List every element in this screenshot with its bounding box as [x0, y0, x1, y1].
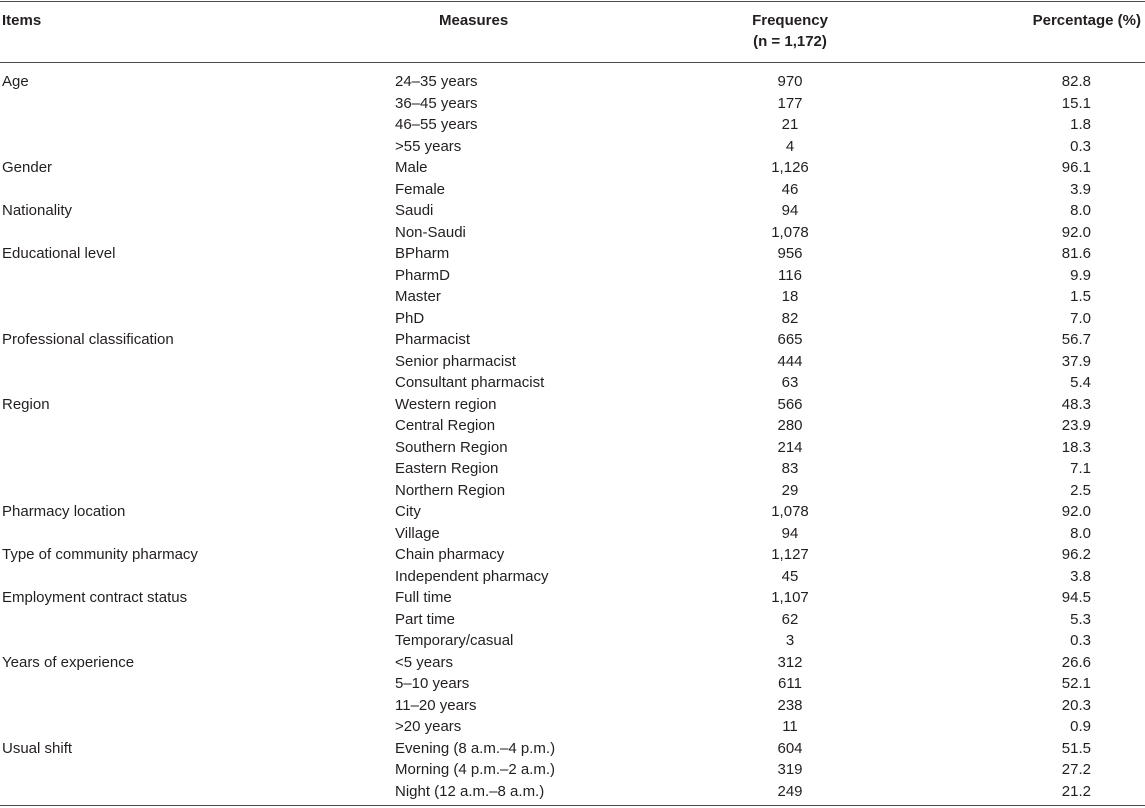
row-percentage: 48.3	[1061, 395, 1091, 413]
row-item-label: Type of community pharmacy	[2, 546, 198, 563]
row-measure: >55 years	[395, 137, 462, 155]
row-item-label: Employment contract status	[2, 589, 188, 606]
row-frequency: 1,078	[771, 223, 809, 241]
row-measure: Master	[395, 288, 441, 305]
row-measure: 11–20 years	[395, 696, 477, 714]
row-percentage: 18.3	[1061, 438, 1091, 456]
row-percentage: 52.1	[1061, 675, 1091, 692]
row-frequency: 3	[785, 632, 795, 649]
row-measure: Consultant pharmacist	[395, 374, 545, 391]
row-measure: BPharm	[395, 245, 450, 262]
row-frequency: 63	[781, 374, 799, 391]
row-percentage: 20.3	[1061, 696, 1091, 714]
row-percentage: 8.0	[1070, 524, 1091, 542]
row-measure: Pharmacist	[395, 331, 471, 348]
row-percentage: 0.3	[1070, 632, 1091, 649]
row-item-label: Gender	[2, 159, 53, 176]
row-percentage: 82.8	[1061, 73, 1091, 90]
row-frequency: 21	[781, 116, 799, 133]
row-frequency: 1,127	[771, 546, 809, 563]
row-frequency: 280	[777, 417, 803, 434]
row-measure: 46–55 years	[395, 116, 478, 133]
row-percentage: 56.7	[1061, 331, 1091, 348]
row-item-label: Region	[2, 395, 50, 413]
row-item-label: Age	[2, 73, 29, 90]
row-frequency: 62	[781, 610, 799, 628]
row-percentage: 15.1	[1061, 94, 1091, 112]
row-measure: Eastern Region	[395, 460, 499, 477]
row-item-label: Pharmacy location	[2, 503, 126, 520]
row-percentage: 9.9	[1070, 266, 1091, 284]
row-percentage: 1.8	[1070, 116, 1091, 133]
header-frequency	[690, 10, 890, 52]
row-frequency: 83	[781, 460, 799, 477]
header-items: Items	[2, 12, 42, 29]
row-measure: Central Region	[395, 417, 496, 434]
row-measure: Female	[395, 180, 446, 198]
row-frequency: 312	[777, 653, 803, 671]
row-measure: Full time	[395, 589, 452, 606]
row-percentage: 8.0	[1070, 202, 1091, 219]
row-percentage: 92.0	[1061, 503, 1091, 520]
row-percentage: 5.4	[1070, 374, 1091, 391]
row-measure: <5 years	[395, 653, 453, 671]
header-bottom-rule	[0, 62, 1145, 63]
row-frequency: 46	[781, 180, 799, 198]
row-frequency: 566	[777, 395, 803, 413]
row-percentage: 5.3	[1070, 610, 1091, 628]
row-measure: Southern Region	[395, 438, 508, 456]
row-percentage: 7.1	[1070, 460, 1091, 477]
row-measure: Male	[395, 159, 428, 176]
row-percentage: 26.6	[1061, 653, 1091, 671]
row-frequency: 956	[777, 245, 803, 262]
row-frequency: 319	[777, 761, 803, 778]
row-measure: >20 years	[395, 718, 462, 735]
row-frequency: 214	[777, 438, 803, 456]
row-measure: PharmD	[395, 266, 451, 284]
row-frequency: 444	[777, 352, 803, 370]
row-item-label: Professional classification	[2, 331, 174, 348]
row-percentage: 1.5	[1070, 288, 1091, 305]
row-measure: 36–45 years	[395, 94, 478, 112]
row-frequency: 4	[785, 137, 795, 155]
row-percentage: 23.9	[1061, 417, 1091, 434]
row-item-label: Years of experience	[2, 653, 135, 671]
row-frequency: 1,107	[771, 589, 809, 606]
row-percentage: 92.0	[1061, 223, 1091, 241]
row-measure: City	[395, 503, 421, 520]
row-measure: Chain pharmacy	[395, 546, 505, 563]
row-frequency: 94	[781, 524, 799, 542]
row-item-label: Usual shift	[2, 739, 73, 757]
header-frequency-line2: (n = 1,172)	[753, 33, 827, 50]
row-percentage: 51.5	[1061, 739, 1091, 757]
row-percentage: 7.0	[1070, 309, 1091, 327]
row-measure: Village	[395, 524, 440, 542]
row-percentage: 94.5	[1061, 589, 1091, 606]
row-measure: Evening (8 a.m.–4 p.m.)	[395, 739, 556, 757]
row-percentage: 96.2	[1061, 546, 1091, 563]
row-percentage: 0.9	[1070, 718, 1091, 735]
row-measure: Independent pharmacy	[395, 567, 549, 585]
row-frequency: 604	[777, 739, 803, 757]
row-frequency: 238	[777, 696, 803, 714]
row-percentage: 21.2	[1061, 782, 1091, 800]
row-percentage: 2.5	[1070, 481, 1091, 499]
row-measure: Non-Saudi	[395, 223, 466, 241]
row-measure: Night (12 a.m.–8 a.m.)	[395, 782, 545, 800]
row-frequency: 1,126	[771, 159, 809, 176]
row-frequency: 177	[777, 94, 803, 112]
row-percentage: 37.9	[1061, 352, 1091, 370]
row-frequency: 29	[781, 481, 799, 499]
row-percentage: 3.9	[1070, 180, 1091, 198]
row-frequency: 970	[777, 73, 803, 90]
header-frequency-line1: Frequency	[752, 12, 828, 29]
table-bottom-rule	[0, 805, 1145, 806]
row-measure: Part time	[395, 610, 456, 628]
row-measure: Western region	[395, 395, 497, 413]
row-measure: Morning (4 p.m.–2 a.m.)	[395, 761, 556, 778]
row-measure: Temporary/casual	[395, 632, 514, 649]
row-measure: Northern Region	[395, 481, 506, 499]
row-percentage: 96.1	[1061, 159, 1091, 176]
table-top-rule	[0, 1, 1145, 2]
row-percentage: 27.2	[1061, 761, 1091, 778]
row-measure: Saudi	[395, 202, 434, 219]
row-measure: 5–10 years	[395, 675, 470, 692]
row-percentage: 81.6	[1061, 245, 1091, 262]
row-frequency: 249	[777, 782, 803, 800]
row-frequency: 665	[777, 331, 803, 348]
header-percentage: Percentage (%)	[1032, 12, 1141, 29]
row-frequency: 18	[781, 288, 799, 305]
row-item-label: Educational level	[2, 245, 116, 262]
row-measure: Senior pharmacist	[395, 352, 516, 370]
row-frequency: 116	[778, 266, 802, 284]
row-percentage: 3.8	[1070, 567, 1091, 585]
row-frequency: 11	[782, 718, 798, 735]
row-measure: PhD	[395, 309, 425, 327]
row-measure: 24–35 years	[395, 73, 478, 90]
row-item-label: Nationality	[2, 202, 73, 219]
header-measures: Measures	[439, 12, 509, 29]
row-frequency: 611	[778, 675, 802, 692]
row-frequency: 82	[781, 309, 799, 327]
row-frequency: 1,078	[771, 503, 809, 520]
row-frequency: 94	[781, 202, 799, 219]
row-frequency: 45	[781, 567, 799, 585]
row-percentage: 0.3	[1070, 137, 1091, 155]
